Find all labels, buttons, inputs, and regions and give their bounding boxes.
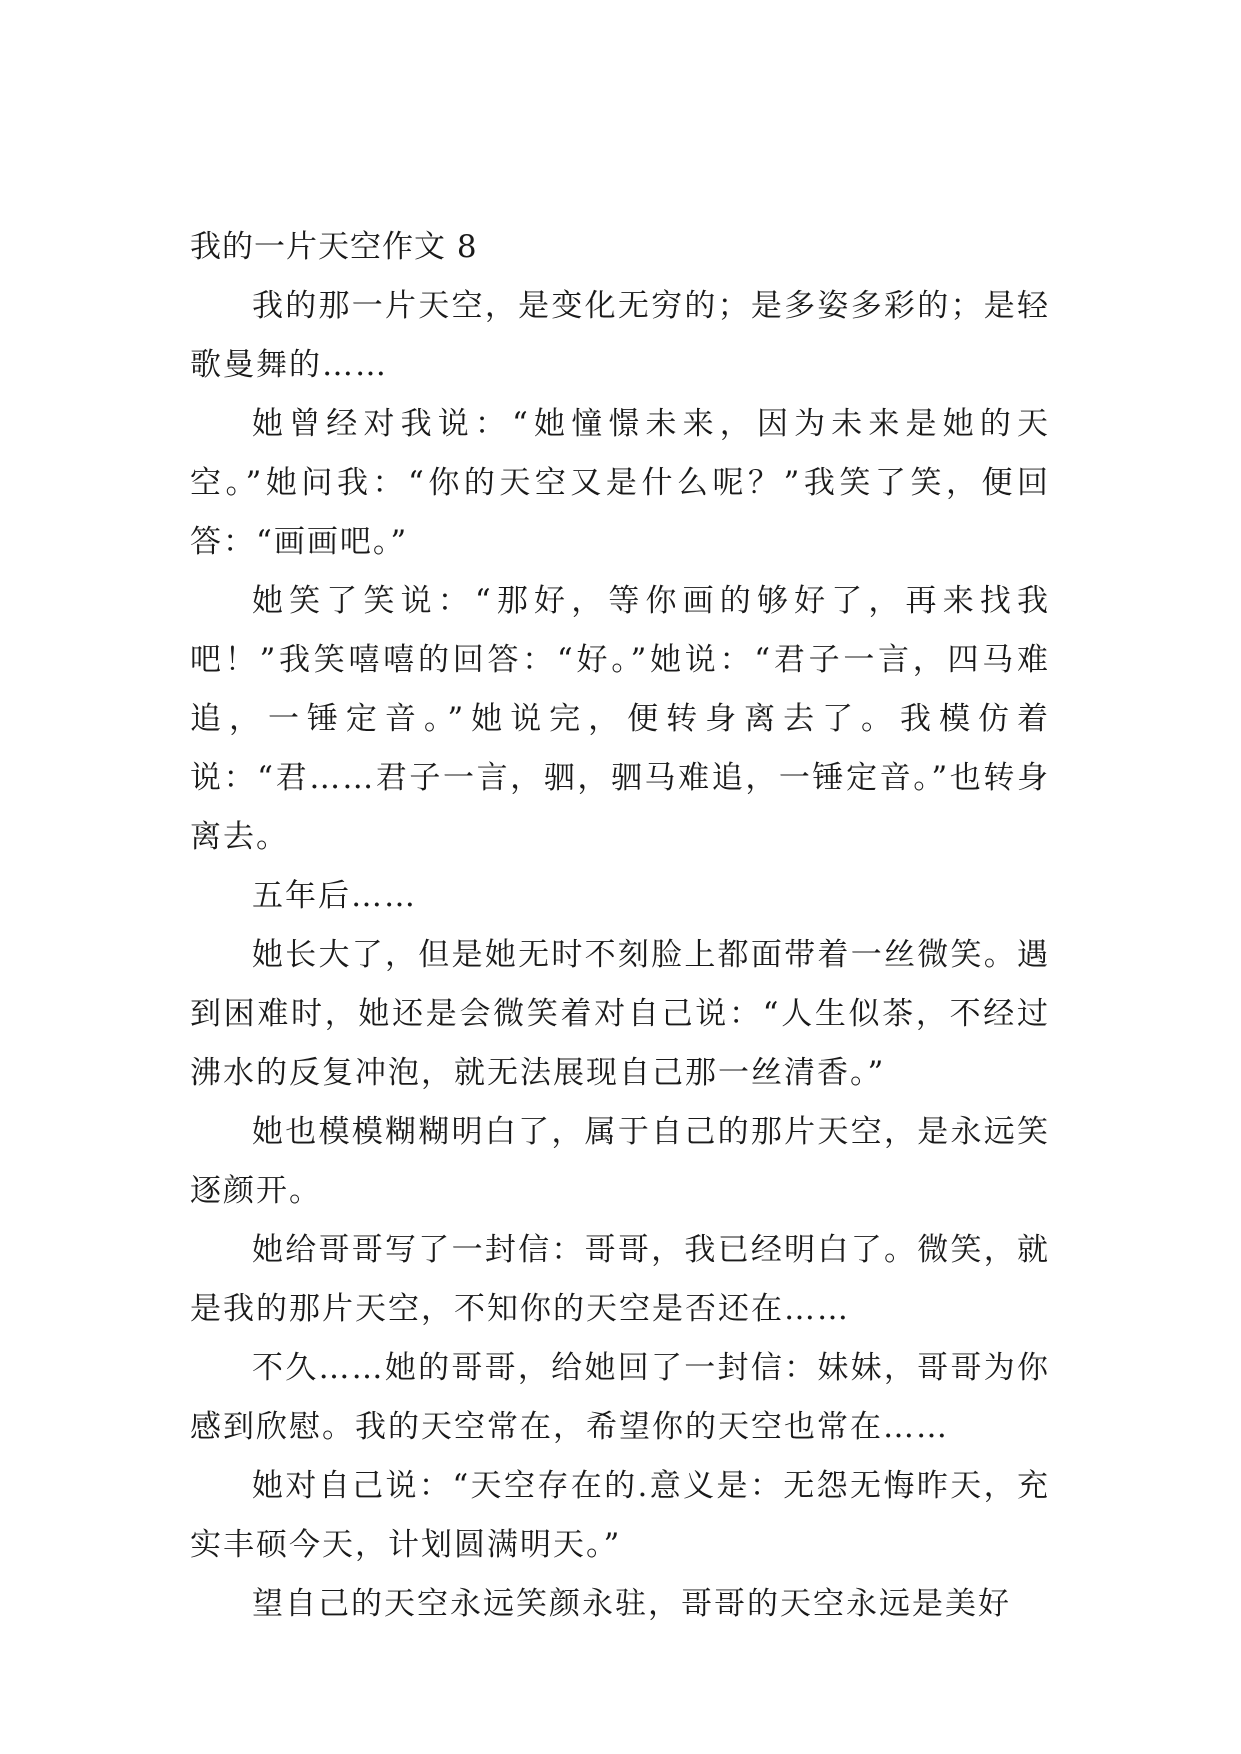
paragraph: 她曾经对我说：“她憧憬未来，因为未来是她的天空。”她问我：“你的天空又是什么呢？”我笑了笑，便回答：“画画吧。” <box>190 406 1050 560</box>
paragraph: 望自己的天空永远笑颜永驻，哥哥的天空永远是美好 <box>252 1586 1011 1622</box>
paragraph: 不久……她的哥哥，给她回了一封信：妹妹，哥哥为你感到欣慰。我的天空常在，希望你的天空也常在…… <box>190 1350 1050 1445</box>
paragraph: 她笑了笑说：“那好，等你画的够好了，再来找我吧！”我笑嘻嘻的回答：“好。”她说：“君子一言，四马难追，一锤定音。”她说完，便转身离去了。我模仿着说：“君……君子一言，驷，驷马难追，一锤定音。”也转身离去。 <box>190 583 1050 855</box>
paragraph: 她长大了，但是她无时不刻脸上都面带着一丝微笑。遇到困难时，她还是会微笑着对自己说：“人生似茶，不经过沸水的反复冲泡，就无法展现自己那一丝清香。” <box>190 937 1050 1091</box>
paragraph: 我的那一片天空，是变化无穷的；是多姿多彩的；是轻歌曼舞的…… <box>190 288 1050 383</box>
paragraph: 她对自己说：“天空存在的.意义是：无怨无悔昨天，充实丰硕今天，计划圆满明天。” <box>190 1468 1050 1563</box>
document-body <box>190 218 1050 1634</box>
paragraph: 她给哥哥写了一封信：哥哥，我已经明白了。微笑，就是我的那片天空，不知你的天空是否还在…… <box>190 1232 1050 1327</box>
document-title: 我的一片天空作文 8 <box>190 229 478 265</box>
paragraph: 五年后…… <box>252 878 417 914</box>
paragraph: 她也模模糊糊明白了，属于自己的那片天空，是永远笑逐颜开。 <box>190 1114 1050 1209</box>
